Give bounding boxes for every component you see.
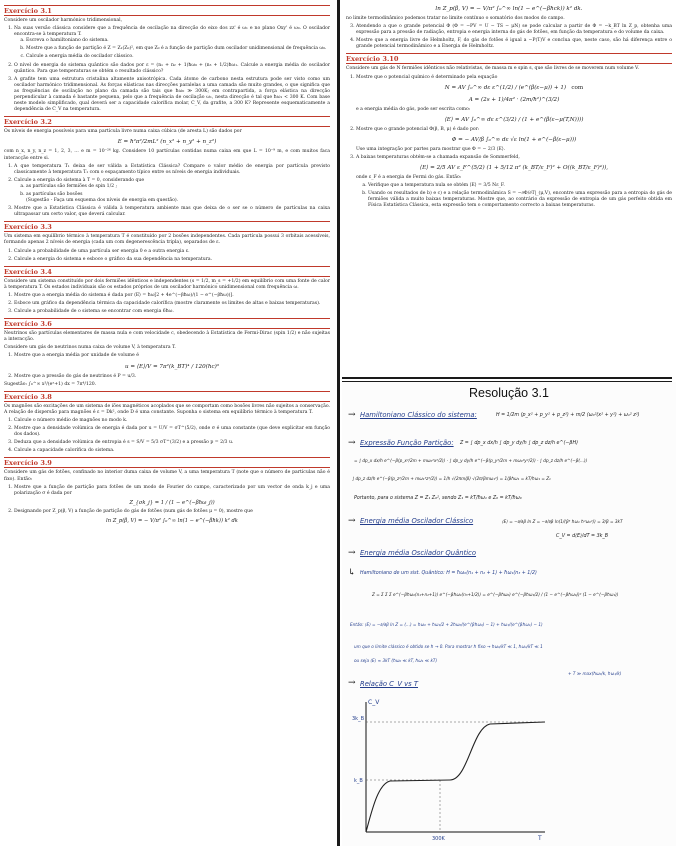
handwritten-line: H = 1/2m (p_x² + p_y² + p_z²) + m/2 (ω₀²(x² + y²) + ω₁² z²) — [496, 413, 640, 418]
x-mark-label: 300K — [432, 836, 445, 842]
y-high-label: 3k_B — [352, 716, 365, 722]
list-item: 1. Mostre que a energia média do sistema é dada por ⟨E⟩ = ħω[2 + 4e^(−βħω)/(1 − e^(−βħω))]. — [14, 293, 330, 299]
handwritten-line: ou seja ⟨E⟩ ≈ 3kT (ħω₀ ≪ kT, ħω₁ ≪ kT) — [354, 658, 438, 663]
exercise-3-1-list — [4, 26, 330, 113]
list-item: 4. Calcule a capacidade calorífica do sistema. — [14, 448, 330, 454]
equation: N = AV ∫₀^∞ dε ε^(1/2) / (e^(β(ε−μ)) + 1) com — [444, 84, 584, 91]
cv-curve — [366, 722, 545, 832]
equation: ln Z_p(β, V) = − V/π² ∫₀^∞ ln(1 − e^(−βħck)) k² dk. — [435, 6, 583, 12]
exercise-3-2-title: Exercício 3.2 — [4, 116, 330, 127]
sub-list — [14, 184, 330, 204]
list-item: a. as partículas são fermiões de spin 1/2 ; — [26, 184, 330, 190]
arrow-icon: → — [348, 410, 356, 420]
handwritten-line: Z = ∫ dp_x dx/h ∫ dp_y dy/h ∫ dp_z dz/h e^(−βH) — [460, 441, 578, 446]
list-item: b. Usando os resultados de b) e c) e a relação termodinâmica S = −∂Φ/∂T|_(μ,V), encontre uma expressão para a entropia do gás de fermiões válida a muito baixas temperaturas. Mostre que, ao contrário da expressão de entropia de um gás perfeito obtida em Física Estatística Clássica, esta expressão tem o comportamento correcto a baixas temperaturas. — [368, 191, 672, 209]
list-item: 2. Designando por Z_p(β, V) a função de partição do gás de fotões (num gás de fotões μ = 0), mostre que ln Z_p(β, V) = − V/π² ∫₀^∞ ln(1 − e^(−βħk)) k² dk — [14, 509, 330, 525]
exercise-3-4-intro: Considere um sistema constituído por dois fermiões idênticos e independentes (s = 1/2, m_s = +1/2) em equilíbrio com uma fonte de calor à temperatura T. Os estados individuais são os estados próprios de um oscilador harmónico unidimensional com frequência ω. — [4, 278, 330, 290]
list-item: 1. Calcule o número médio de magnões no modo k. — [14, 418, 330, 424]
paragraph: onde ε_F é a energia de Fermi do gás. Então: — [356, 175, 462, 181]
handwritten-line: + T ≫ max(ħω₀/k, ħω₁/k) — [568, 671, 622, 676]
arrow-icon: → — [348, 548, 356, 558]
arrow-icon: → — [348, 516, 356, 526]
sub-list — [356, 183, 672, 209]
list-item: 3. A baixas temperaturas obtém-se a chamada expansão de Sommerfeld, ⟨E⟩ = 2/5 AV ε_F^(5/2) (1 + 5/12 π² (k_BT/ε_F)² + O((k_BT/ε_F)⁴)), onde ε_F é a energia de Fermi do gás. Então: a. Verifique que a temperatura nula se obtém ⟨E⟩ = 3/5 Nε_F. b. Usando os resultados de b) e c) e a relação termodinâmica S = −∂Φ/∂T|_(μ,V), encontre uma expressão para a entropia do gás de fermiões válida a muito baixas temperaturas. Mostre que, ao contrário da expressão de entropia de um gás perfeito obtida em Física Estatística Clássica, esta expressão tem o comportamento correcto a baixas temperaturas. — [356, 155, 672, 210]
handwritten-line: um que o limite clássico é obtido se ħ → 0. Para mostrar ħ fixo → ħω₀/kT ≪ 1, ħω₁/kT ≪ 1 — [354, 644, 543, 649]
handwritten-line: Hamiltoniano de um sist. Quântico: H = ħω₀(n₁ + n₂ + 1) + ħω₁(n₃ + 1/2) — [360, 571, 537, 576]
exercise-3-10-list — [346, 75, 672, 210]
list-item: 2. Mostre que o grande potencial Φ(β, B, μ) é dado por: Φ = − AV/β ∫₀^∞ dε √ε ln(1 + e^(−β(ε−μ))) Use uma integração por partes para mostrar que Φ = − 2/3 ⟨E⟩. — [356, 127, 672, 153]
handwritten-line: Hamiltoniano Clássico do sistema: — [360, 411, 477, 419]
exercise-3-6-intro: Neutrinos são partículas elementares de massa nula e com velocidade c, obedecendo à Estatística de Fermi-Dirac (spin 1/2) e não sujeitas a interacção. — [4, 331, 330, 343]
resolution-title: Resolução 3.1 — [469, 386, 549, 400]
list-item: 4. Mostre que a energia livre de Helmholtz, F, do gás de fotões é igual a −P(T)V e conclua que, neste caso, são há diferença entre o grande potencial termodinâmico e a Energia de Helmholtz. — [356, 38, 672, 50]
exercise-3-9-intro: Considere um gás de fotões, confinado no interior duma caixa de volume V, a uma temperatura T (note que o número de partículas não é fixo). Então: — [4, 470, 330, 482]
exercise-3-6-list — [4, 353, 330, 379]
arrow-icon: → — [348, 678, 356, 688]
right-column — [342, 0, 676, 376]
paragraph: Use uma integração por partes para mostrar que Φ = − 2/3 ⟨E⟩. — [356, 146, 506, 152]
equation: Φ = − AV/β ∫₀^∞ dε √ε ln(1 + e^(−β(ε−μ))) — [451, 136, 577, 143]
list-item: b. Mostre que a função de partição é Z = Z₁(Z₀)², em que Z₀ é a função de partição dum oscilador unidimensional de frequência ω₀. — [26, 46, 330, 52]
list-item: 3. Deduza que a densidade volúmica de entropia é s = S/V = 5/3 σT^(3/2) e a pressão p = 2/3 u. — [14, 440, 330, 446]
exercise-3-6-title: Exercício 3.6 — [4, 318, 330, 329]
list-item: 3. A grafite tem uma estrutura cristalina altamente anisotrópica. Cada átomo de carbono nesta estrutura pode ser visto como um oscilador harmónico tridimensional. As forças elásticas nas direcções paralelas a uma camada são muito grandes, o que significa que as frequências de oscilação no plano da camada são tais que ħω₀ ≫ 300K; em contrapartida, a força elástica na direcção perpendicular à camada é bastante pequena, pelo que a frequência de oscilação ω₁, nesta direcção é tal que ħω₁ < 300 K. Com base neste modelo simplificado, qual deverá ser a capacidade calorífica molar, C_V, da grafite, a 300 K? Represente esquematicamente a dependência de C_V na temperatura. — [14, 77, 330, 114]
list-item: 1. Mostre que a função de partição para fotões de um modo de Fourier do campo, caracterizado por um vector de onda k_j e uma polarização σ é dada por Z_{σk_j} = 1 / (1 − e^(−βħω_j)) — [14, 485, 330, 507]
list-item: 3. Calcule a probabilidade de o sistema se encontrar com energia 6ħω. — [14, 309, 330, 315]
exercise-3-8-title: Exercício 3.8 — [4, 391, 330, 402]
exercise-3-9-title: Exercício 3.9 — [4, 457, 330, 468]
arrow-icon: → — [348, 438, 356, 448]
exercise-3-6-intro2: Considere um gás de neutrinos numa caixa de volume V, à temperatura T. — [4, 345, 176, 351]
list-item: 1. Calcule a probabilidade de uma partícula ser energia 0 e a outra energia ε. — [14, 249, 330, 255]
exercise-3-8-list — [4, 418, 330, 454]
exercise-3-4-list — [4, 293, 330, 315]
equation: Z_{σk_j} = 1 / (1 − e^(−βħω_j)) — [129, 499, 215, 506]
list-item: 1. A que temperatura T₁ deixa de ser válida a Estatística Clássica? Compare o valor médio de energia por partícula previsto classicamente à temperatura T₁ com o espaçamento típico entre os níveis de energia individuais. — [14, 164, 330, 176]
handwritten-line: Portanto, para o sistema Z = Z₁ Z₀², sendo Z₁ = kT/ħω₁ e Z₀ = kT/ħω₀ — [354, 496, 522, 501]
exercise-3-2-list — [4, 164, 330, 219]
handwritten-line: Então: ⟨E⟩ = −∂/∂β ln Z = (...) = ħω₀ + ħω₁/2 + 2ħω₀/(e^(βħω₀) − 1) + ħω₁/(e^(βħω₁) − 1) — [350, 622, 543, 627]
handwritten-line: Energia média Oscilador Quântico — [360, 549, 477, 557]
list-item: a. Escreva o hamiltoniano do sistema. — [26, 38, 330, 44]
exercise-3-9-list — [4, 485, 330, 525]
arrow-icon: ↳ — [348, 568, 356, 578]
paragraph: e a energia média do gás, pode ser escrita como: — [356, 106, 471, 112]
exercise-3-8-intro: Os magnões são excitações de um sistema de iões magnéticos acoplados que se comportam como bosões livres não sujeitos a conservação. A relação de dispersão para magnões é ε = Dk², onde D é uma constante. Suponha o sistema em equilíbrio térmico à temperatura T. — [4, 403, 330, 415]
list-item: a. Verifique que a temperatura nula se obtém ⟨E⟩ = 3/5 Nε_F. — [368, 183, 672, 189]
equation: A = (2s + 1)/4π² · (2m/ħ²)^(3/2) — [468, 96, 560, 103]
exercise-3-10-title: Exercício 3.10 — [346, 53, 672, 64]
list-item: 1. Mostre que a energia média por unidade de volume é u = ⟨E⟩/V = 7π²(k_BT)⁴ / 120(ħc)³ — [14, 353, 330, 371]
handwritten-line: Expressão Função Partição: — [360, 439, 454, 447]
list-item: 3. Atendendo a que o grande potencial Φ (Φ = −PV = U − TS − μN) se pode calcular a partir de Φ = −k_BT ln Z_p, obtenha uma expressão para a pressão de radiação, entropia e energia interna do gás de fotões, em função da temperatura e do volume da caixa. — [356, 24, 672, 36]
list-item: b. as partículas são bosões (Sugestão - Faça um esquema dos níveis de energia em questão). — [26, 192, 330, 204]
list-item: c. Calcule a energia média do oscilador clássico. — [26, 54, 330, 60]
equation: u = ⟨E⟩/V = 7π²(k_BT)⁴ / 120(ħc)³ — [124, 363, 220, 370]
handwritten-line: Relação C_V vs T — [360, 680, 419, 688]
x-axis-label: T — [538, 835, 542, 842]
exercise-3-3-title: Exercício 3.3 — [4, 221, 330, 232]
exercise-3-10-intro: Considere um gás de N fermiões idênticos não relativistas, de massa m e spin s, que são livres de se moverem num volume V. — [346, 66, 640, 72]
y-low-label: k_B — [354, 778, 363, 784]
list-item: 3. Mostre que a Estatística Clássica é válida à temperatura ambiente mas que deixa de o ser se o número de partículas na caixa ultrapassar um certo valor, que deverá calcular. — [14, 206, 330, 218]
exercise-3-1-title: Exercício 3.1 — [4, 5, 330, 16]
list-item: 2. Calcule a energia do sistema e esboce o gráfico da sua dependência na temperatura. — [14, 257, 330, 263]
exercise-3-1-intro: Considere um oscilador harmónico tridimensional, — [4, 18, 123, 23]
handwritten-line: Energia média Oscilador Clássico — [360, 517, 474, 525]
handwritten-line: ∫ dp_z dz/h e^(−β(p_z²/2m + mω₁²z²/2)) = 1/h √(2πm/β) √(2π/βmω₁²) = 1/βħω₁ = kT/ħω₁ = Z₁ — [352, 476, 551, 481]
resolution-section — [342, 382, 676, 846]
column-divider — [337, 0, 340, 846]
equation: E = ħ²π²/2mL² (n_x² + n_y² + n_z²) — [117, 139, 217, 146]
y-axis-label: C_V — [368, 699, 380, 706]
exercise-3-3-list — [4, 249, 330, 263]
handwritten-line: = ∫ dp_x dx/h e^(−β(p_x²/2m + mω₀²x²/2)) · ∫ dp_y dy/h e^(−β(p_y²/2m + mω₀²y²/2)) · ∫ dp_z dz/h e^(−β(...)) — [354, 458, 588, 463]
list-item: 2. O nível de energia do sistema quântico são dados por ε = (n₁ + n₂ + 1)ħω₀ + (n₃ + 1/2)ħω₁. Calcule a energia média do oscilador quântico. Para que temperaturas se obtém o resultado clássico? — [14, 63, 330, 75]
equation: ⟨E⟩ = AV ∫₀^∞ dε ε^(3/2) / (1 + e^(β(ε−μ(T,N)))) — [444, 116, 584, 123]
list-item: 2. Calcule a energia do sistema à T = 0, considerando que a. as partículas são fermiões de spin 1/2 ; b. as partículas são bosões (Sugestão - Faça um esquema dos níveis de energia em questão). — [14, 178, 330, 204]
hint: Sugestão: ∫₀^∞ x³/(eˣ+1) dx = 7π⁴/120. — [4, 381, 97, 387]
paragraph: com n_x, n_y, n_z = 1, 2, 3, … e m = 10⁻²⁶ kg. Considere 10 partículas contidas numa caixa em que L = 10⁻⁹ m, e com muitos faca interacção entre si. — [4, 149, 330, 161]
left-column — [0, 0, 334, 846]
exercise-3-3-intro: Um sistema em equilíbrio térmico à temperatura T é constituído por 2 bosões independentes. Cada partícula possui 3 orbitais acessíveis, formando apenas 2 níveis de energia (cada um com degenerescência tripla), separados de ε. — [4, 234, 330, 246]
exercise-3-4-title: Exercício 3.4 — [4, 266, 330, 277]
handwritten-line: C_V = d⟨E⟩/dT = 3k_B — [556, 534, 609, 539]
cv-vs-t-graph — [350, 692, 550, 842]
sub-list — [14, 38, 330, 60]
exercise-3-9-continued-list — [346, 24, 672, 50]
equation: ⟨E⟩ = 2/5 AV ε_F^(5/2) (1 + 5/12 π² (k_BT/ε_F)² + O((k_BT/ε_F)⁴)), — [419, 165, 609, 172]
handwritten-line: ⟨E⟩ = −∂/∂β ln Z = −∂/∂β ln(1/(β³ ħω₁ ħ²ω₀²)) = 3/β = 3kT — [502, 519, 623, 524]
exercise-3-2-intro: Os níveis de energia possíveis para uma partícula livre numa caixa cúbica (de aresta L) são dados por — [4, 129, 242, 135]
list-item: 2. Esboce um gráfico da dependência térmica da capacidade calorífica (mostre claramente os limites de altas e baixas temperaturas). — [14, 301, 330, 307]
section-divider — [342, 377, 672, 379]
list-item: 1. Na suas versão clássica considere que a frequência de oscilação na direcção do eixo dos zz' é ω₁ e no plano Oxy' é ω₀. O oscilador encontra-se à temperatura T. a. Escreva o hamiltoniano do sistema. b. Mostre que a função de partição é Z = Z₁(Z₀)², em que Z₀ é a função de partição dum oscilador unidimensional de frequência ω₀. c. Calcule a energia média do oscilador clássico. — [14, 26, 330, 60]
list-item: 2. Mostre que a pressão do gás de neutrinos é P = u/3. — [14, 374, 330, 380]
equation: ln Z_p(β, V) = − V/π² ∫₀^∞ ln(1 − e^(−βħk)) k² dk — [106, 517, 238, 524]
paragraph: no limite termodinâmico podemos tratar no limite contínuo o somatório dos modos do campo. — [346, 16, 565, 21]
list-item: 1. Mostre que o potencial químico é determinado pela equação N = AV ∫₀^∞ dε ε^(1/2) / (e^(β(ε−μ)) + 1) com A = (2s + 1)/4π² · (2m/ħ²)^(3/2) e a energia média do gás, pode ser escrita como: ⟨E⟩ = AV ∫₀^∞ dε ε^(3/2) / (1 + e^(β(ε−μ(T,N)))) — [356, 75, 672, 125]
handwritten-line: Z = Σ Σ Σ e^(−βħω₀(n₁+n₂+1)) e^(−βħω₁(n₃+1/2)) = e^(−βħω₀) e^(−βħω₁/2) / (1 − e^(−βħω₀))² (1 − e^(−βħω₁)) — [372, 592, 619, 597]
list-item: 2. Mostre que a densidade volúmica de energia é dada por u = U/V = σT^(5/2), onde σ é uma constante (que deve explicitar em função dos dados). — [14, 426, 330, 438]
